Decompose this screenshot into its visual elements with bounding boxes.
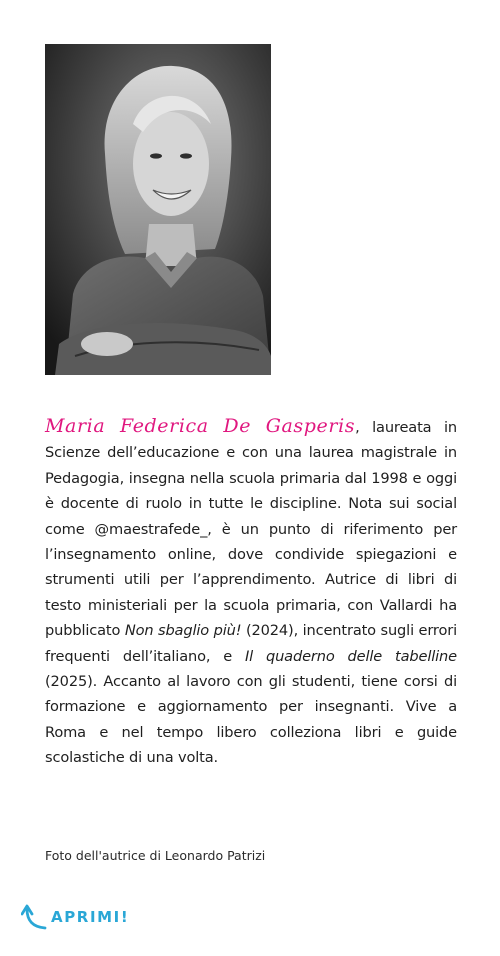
bio-text-part-2: (2024), incentrato sugli errori frequenti dell’italiano, e <box>45 622 457 665</box>
author-photo <box>45 44 271 375</box>
bio-text-part-1: , laureata in Scienze dell’educazione e con una laurea magistrale in Pedagogia, insegna nella scuola primaria dal 1998 e oggi è docente di ruolo in tutte le discipline. Nota sui social come @maestrafede_, è un punto di riferimento per l’insegnamento online, dove condivide spiegazioni e strumenti utili per l’apprendimento. Autrice di libri di testo ministeriali per la scuola primaria, con Vallardi ha pubblicato <box>45 419 457 640</box>
book-title-2: Il quaderno delle tabelline <box>245 647 457 665</box>
curved-arrow-icon <box>21 901 47 931</box>
book-title-1: Non sbaglio più! <box>124 622 242 640</box>
bio-text-part-3: (2025). Accanto al lavoro con gli studenti, tiene corsi di formazione e aggiornamento per insegnanti. Vive a Roma e nel tempo libero colleziona libri e guide scolastiche di una volta. <box>45 673 457 767</box>
photo-credit: Foto dell'autrice di Leonardo Patrizi <box>45 848 266 863</box>
open-button[interactable] <box>21 898 129 934</box>
author-name: Maria Federica De Gasperis <box>45 415 356 437</box>
open-button-label: APRIMI! <box>51 908 130 926</box>
author-bio <box>45 414 457 771</box>
